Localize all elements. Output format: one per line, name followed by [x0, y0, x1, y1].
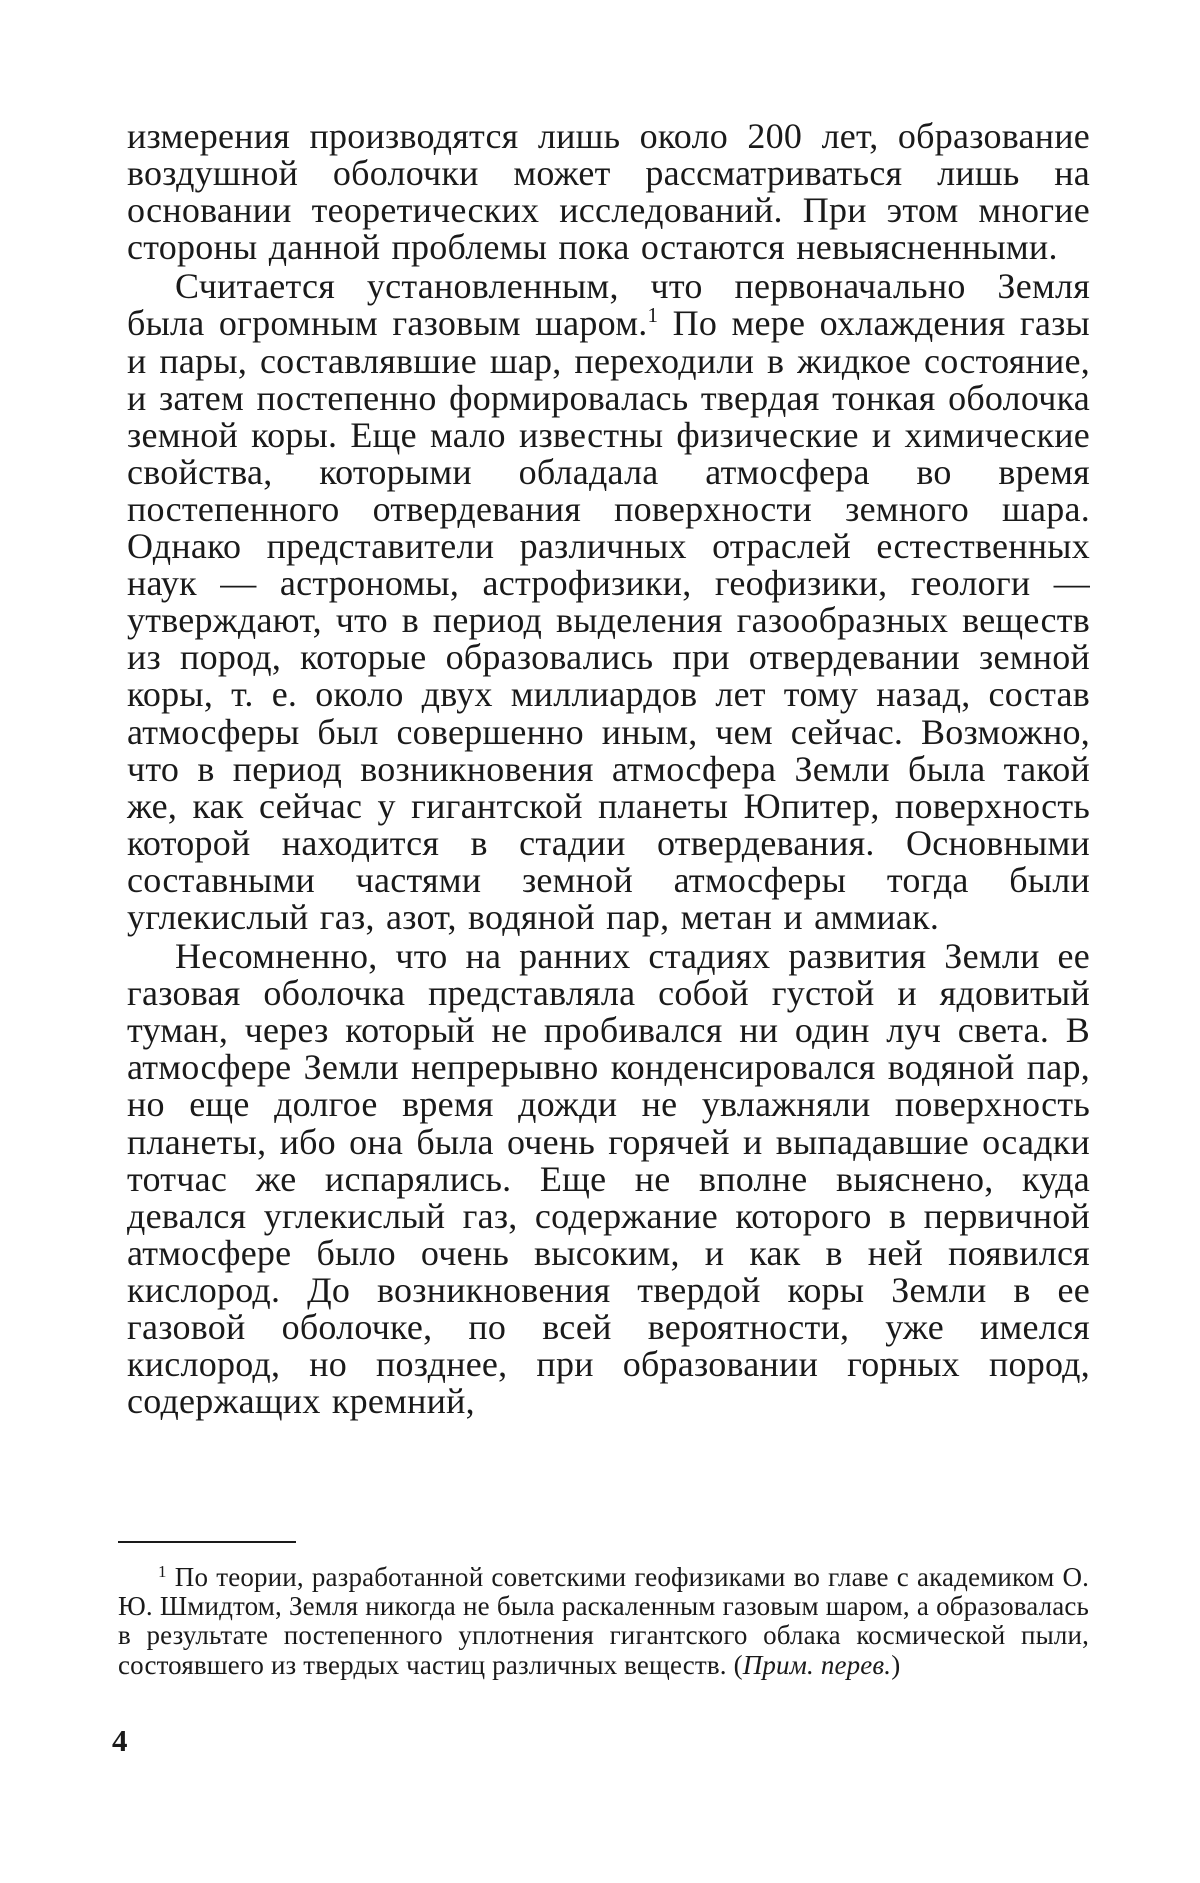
page-body — [127, 118, 1090, 1420]
footnote-note-close: ) — [891, 1649, 901, 1680]
footnote-text: По теории, разработанной советскими геофизиками во главе с академиком О. Ю. Шмидтом, Земля никогда не была раскаленным газовым шаром, а образовалась в результате постепенного уплотнения гигантского облака космической пыли, состоявшего из твердых частиц различных веществ. — [118, 1562, 1089, 1680]
footnote-separator — [118, 1541, 296, 1543]
footnote — [118, 1563, 1089, 1680]
paragraph-1: измерения производятся лишь около 200 лет, образование воздушной оболочки может рассматриваться лишь на основании теоретических исследований. При этом многие стороны данной проблемы пока остаются невыясненными. — [127, 116, 1090, 268]
footnote-editor-note: Прим. перев. — [742, 1649, 892, 1680]
paragraph-3: Несомненно, что на ранних стадиях развития Земли ее газовая оболочка представляла собой густой и ядовитый туман, через который не пробивался ни один луч света. В атмосфере Земли непрерывно конденсировался водяной пар, но еще долгое время дожди не увлажняли поверхность планеты, ибо она была очень горячей и выпадавшие осадки тотчас же испарялись. Еще не вполне выяснено, куда девался углекислый газ, содержание которого в первичной атмосфере было очень высоким, и как в ней появился кислород. До возникновения твердой коры Земли в ее газовой оболочке, по всей вероятности, уже имелся кислород, но позднее, при образовании горных пород, содержащих кремний, — [127, 936, 1090, 1422]
footnote-note-open: ( — [733, 1649, 743, 1680]
paragraph-2-text-start: Считается установленным, что первоначально Земля была огромным газовым шаром. — [127, 266, 1090, 344]
footnote-reference: 1 — [647, 303, 659, 328]
paragraph-2-text-rest: По мере охлаждения газы и пары, составлявшие шар, переходили в жидкое состояние, и затем постепенно формировалась твердая тонкая оболочка земной коры. Еще мало известны физические и химические свойства, которыми обладала атмосфера во время постепенного отвердевания поверхности земного шара. Однако представители различных отраслей естественных наук — астрономы, астрофизики, геофизики, геологи — утверждают, что в период выделения газообразных веществ из пород, которые образовались при отвердевании земной коры, т. е. около двух миллиардов лет тому назад, состав атмосферы был совершенно иным, чем сейчас. Возможно, что в период возникновения атмосфера Земли была такой же, как сейчас у гигантской планеты Юпитер, поверхность которой находится в стадии отвердевания. Основными составными частями земной атмосферы тогда были углекислый газ, азот, водяной пар, метан и аммиак. — [127, 303, 1090, 937]
paragraph-2 — [127, 268, 1090, 936]
page-number: 4 — [112, 1723, 128, 1758]
footnote-marker: 1 — [158, 1562, 167, 1581]
